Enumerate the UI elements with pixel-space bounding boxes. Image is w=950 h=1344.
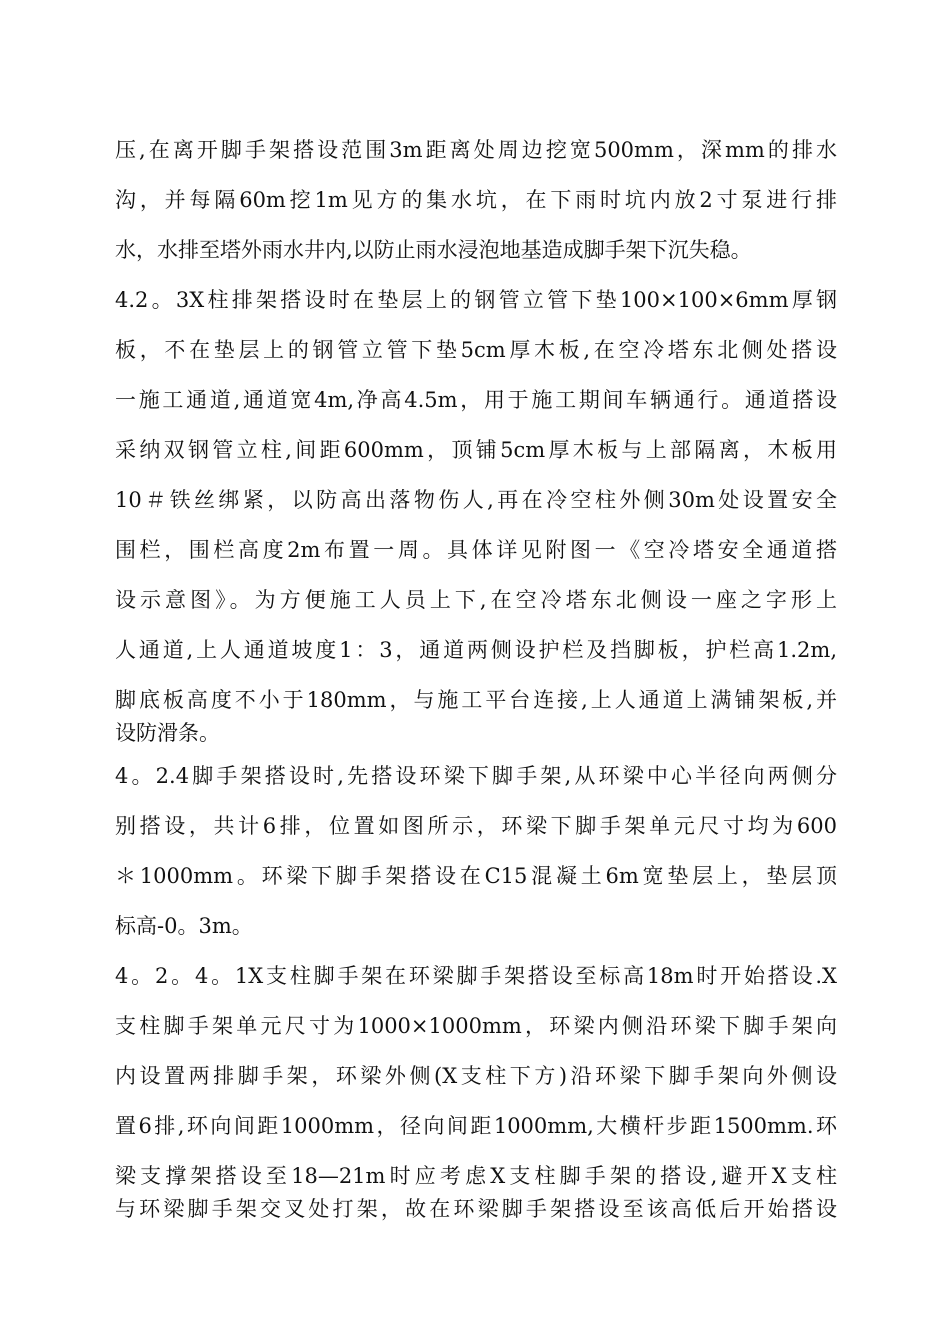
text-line: 别搭设，共计6排，位置如图所示，环梁下脚手架单元尺寸均为600: [115, 814, 837, 838]
text-line: 脚底板高度不小于180mm，与施工平台连接,上人通道上满铺架板,并: [115, 688, 837, 712]
text-line: 标高-0。3m。: [115, 914, 253, 938]
text-line: 围栏，围栏高度2m布置一周。具体详见附图一《空冷塔安全通道搭: [115, 538, 837, 562]
text-line: 设防滑条。: [115, 721, 220, 745]
text-line: 板，不在垫层上的钢管立管下垫5cm厚木板,在空冷塔东北侧处搭设: [115, 338, 837, 362]
text-line: 4。2.4脚手架搭设时,先搭设环梁下脚手架,从环梁中心半径向两侧分: [115, 764, 837, 788]
text-line: 支柱脚手架单元尺寸为1000×1000mm，环梁内侧沿环梁下脚手架向: [115, 1014, 837, 1038]
text-line: 水，水排至塔外雨水井内,以防止雨水浸泡地基造成脚手架下沉失稳。: [115, 238, 752, 262]
text-line: 10＃铁丝绑紧，以防高出落物伤人,再在冷空柱外侧30m处设置安全: [115, 488, 837, 512]
text-line: 人通道,上人通道坡度1：3，通道两侧设护栏及挡脚板，护栏高1.2m,: [115, 638, 837, 662]
text-line: 压,在离开脚手架搭设范围3m距离处周边挖宽500mm，深mm的排水: [115, 138, 837, 162]
text-line: 设示意图》。为方便施工人员上下,在空冷塔东北侧设一座之字形上: [115, 588, 837, 612]
text-line: 内设置两排脚手架，环梁外侧(X支柱下方)沿环梁下脚手架向外侧设: [115, 1064, 837, 1088]
text-line: 4.2。3X柱排架搭设时在垫层上的钢管立管下垫100×100×6mm厚钢: [115, 288, 837, 312]
text-line: 沟，并每隔60m挖1m见方的集水坑，在下雨时坑内放2寸泵进行排: [115, 188, 837, 212]
text-line: 置6排,环向间距1000mm，径向间距1000mm,大横杆步距1500mm.环: [115, 1114, 837, 1138]
text-line: 采纳双钢管立柱,间距600mm，顶铺5cm厚木板与上部隔离，木板用: [115, 438, 837, 462]
text-line: 4。2。4。1X支柱脚手架在环梁脚手架搭设至标高18m时开始搭设.X: [115, 964, 837, 988]
text-line: 与环梁脚手架交叉处打架，故在环梁脚手架搭设至该高低后开始搭设: [115, 1197, 837, 1221]
text-line: 一施工通道,通道宽4m,净高4.5m，用于施工期间车辆通行。通道搭设: [115, 388, 837, 412]
text-line: ＊1000mm。环梁下脚手架搭设在C15混凝土6m宽垫层上，垫层顶: [115, 864, 837, 888]
text-line: 梁支撑架搭设至18—21m时应考虑X支柱脚手架的搭设,避开X支柱: [115, 1164, 837, 1188]
